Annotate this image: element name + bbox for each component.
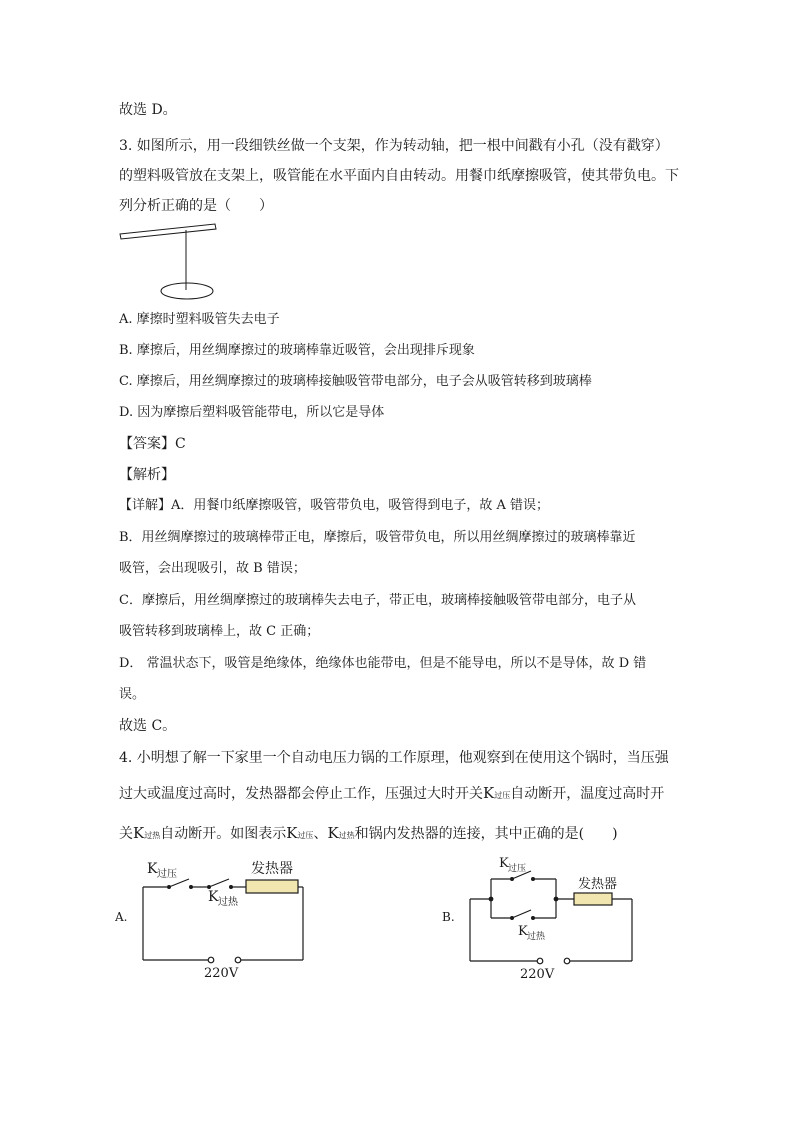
voltage-a-label: 220V xyxy=(204,966,239,981)
final-choice: 故选 C。 xyxy=(119,718,177,734)
circuit-a-label: A. xyxy=(115,910,128,924)
switch-k-heat-b xyxy=(512,910,531,918)
k-pressure-subscript: 过压 xyxy=(494,791,511,800)
label-k-heat-b-sub: 过热 xyxy=(527,932,546,942)
detail-line-2: B．用丝绸摩擦过的玻璃棒带正电，摩擦后，吸管带负电，所以用丝绸摩擦过的玻璃棒靠近 xyxy=(119,530,636,545)
heater-b xyxy=(574,893,612,905)
k-heat-symbol: K xyxy=(133,824,145,842)
heater-a xyxy=(246,880,298,893)
label-k-heat-a-sub: 过热 xyxy=(218,897,238,908)
option-a: A. 摩擦时塑料吸管失去电子 xyxy=(119,312,280,327)
question-4-line-3 xyxy=(119,823,618,846)
q4-text-b: 自动断开，温度过高时开 xyxy=(510,786,665,802)
q4-text-e: 、 xyxy=(313,826,328,842)
circuit-b xyxy=(442,855,642,985)
q4-text-f: 和锅内发热器的连接，其中正确的是( ) xyxy=(354,826,618,842)
answer-label: 【答案】C xyxy=(119,436,186,452)
question-4-line-1: 4. 小明想了解一下家里一个自动电压力锅的工作原理，他观察到在使用这个锅时，当压强 xyxy=(119,750,669,766)
option-c: C. 摩擦后，用丝绸摩擦过的玻璃棒接触吸管带电部分，电子会从吸管转移到玻璃棒 xyxy=(119,374,592,389)
question-3-line-2: 的塑料吸管放在支架上，吸管能在水平面内自由转动。用餐巾纸摩擦吸管，使其带负电。下 xyxy=(119,168,679,184)
terminal-right xyxy=(235,957,241,963)
label-k-pressure-b-sub: 过压 xyxy=(508,864,527,874)
heater-a-label: 发热器 xyxy=(251,861,293,877)
label-k-pressure-a: K xyxy=(147,861,158,877)
detail-line-4: C．摩擦后，用丝绸摩擦过的玻璃棒失去电子，带正电，玻璃棒接触吸管带电部分，电子从 xyxy=(119,593,636,608)
k-pressure-subscript-2: 过压 xyxy=(297,831,314,840)
k-heat-symbol-2: K xyxy=(327,824,339,842)
question-4-line-2 xyxy=(119,783,664,806)
switch-k-pressure xyxy=(169,879,189,887)
label-k-heat-a: K xyxy=(208,889,219,905)
label-k-heat-b: K xyxy=(518,924,528,939)
detail-line-1: 【详解】A．用餐巾纸摩擦吸管，吸管带负电，吸管得到电子，故 A 错误； xyxy=(119,498,550,513)
heater-b-label: 发热器 xyxy=(578,877,618,892)
detail-line-5: 吸管转移到玻璃棒上，故 C 正确； xyxy=(119,624,320,639)
detail-line-6: D． 常温状态下，吸管是绝缘体，绝缘体也能带电，但是不能导电，所以不是导体，故 D 错 xyxy=(119,656,647,671)
circuit-a xyxy=(115,855,315,985)
analysis-label: 【解析】 xyxy=(119,467,175,483)
q4-text-a: 过大或温度过高时，发热器都会停止工作，压强过大时开关 xyxy=(119,786,483,802)
k-heat-subscript-2: 过热 xyxy=(338,831,355,840)
switch-k-heat xyxy=(209,879,229,887)
k-pressure-symbol-2: K xyxy=(286,824,298,842)
detail-line-7: 误。 xyxy=(119,687,146,702)
q4-text-c: 关 xyxy=(119,826,133,842)
line-prev-answer: 故选 D。 xyxy=(119,102,177,118)
k-heat-subscript: 过热 xyxy=(144,831,161,840)
question-3-line-1: 3. 如图所示，用一段细铁丝做一个支架，作为转动轴，把一根中间戳有小孔（没有戳穿） xyxy=(119,138,669,154)
stand-base xyxy=(161,283,213,299)
voltage-b-label: 220V xyxy=(520,967,555,982)
label-k-pressure-b: K xyxy=(499,856,509,871)
q4-text-d: 自动断开。如图表示 xyxy=(160,826,287,842)
option-b: B. 摩擦后，用丝绸摩擦过的玻璃棒靠近吸管，会出现排斥现象 xyxy=(119,343,475,358)
question-3-line-3: 列分析正确的是（ ） xyxy=(119,198,273,214)
label-k-pressure-a-sub: 过压 xyxy=(157,869,177,880)
k-pressure-symbol: K xyxy=(483,784,495,802)
option-d: D. 因为摩擦后塑料吸管能带电，所以它是导体 xyxy=(119,405,385,420)
terminal-left xyxy=(208,957,214,963)
circuit-b-label: B. xyxy=(442,910,455,924)
detail-line-3: 吸管，会出现吸引，故 B 错误； xyxy=(119,561,306,576)
straw xyxy=(120,224,216,239)
straw-stand-figure xyxy=(118,220,228,302)
